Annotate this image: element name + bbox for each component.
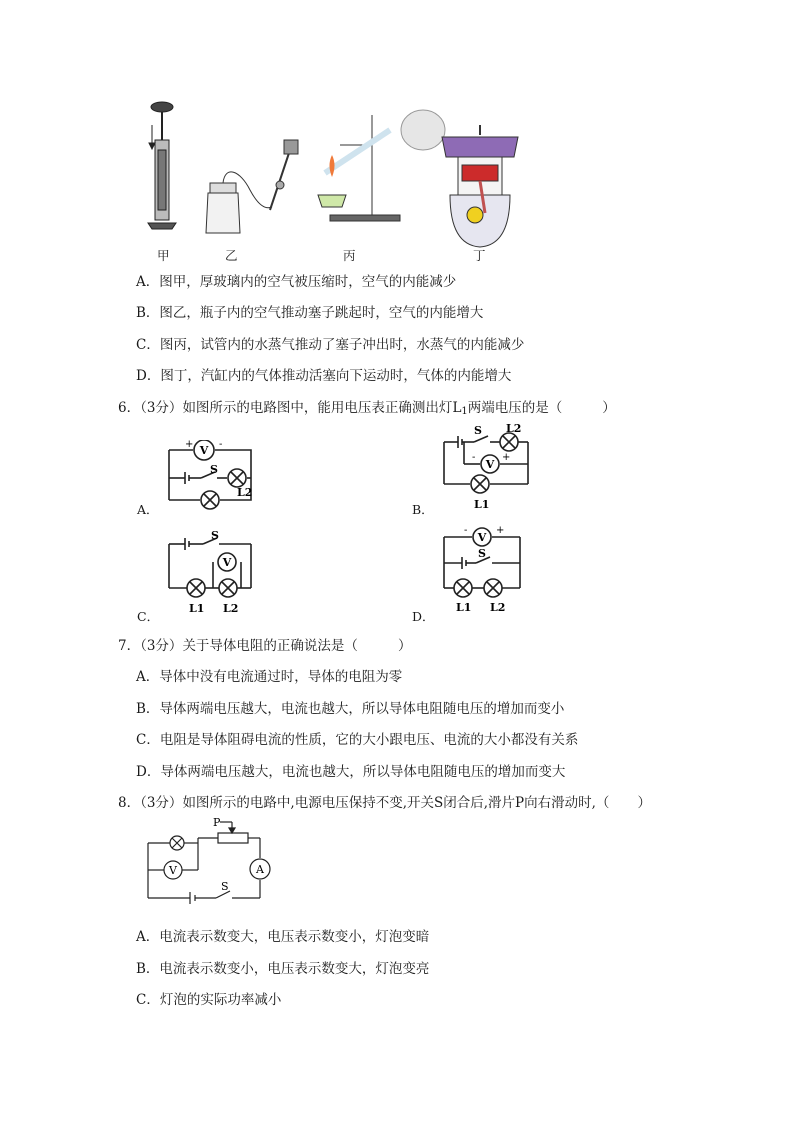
bottle-apparatus [206,140,298,233]
air-compression-apparatus [148,102,176,229]
q6a-switch-label: S [210,463,218,476]
q6-circuit-d [440,525,530,620]
figure-label-yi: 乙 [225,248,238,263]
q6c-switch-label: S [211,530,219,542]
q6b-switch-label: S [474,424,482,437]
q6d-voltmeter-label: V [477,531,487,544]
q6d-l1-label: L1 [456,601,472,614]
q8-option-b: B．电流表示数变小，电压表示数变大，灯泡变亮 [136,961,430,977]
q6c-l1-label: L1 [189,602,205,615]
figure-label-jia: 甲 [157,248,170,263]
q6a-minus: - [219,440,223,450]
q6a-plus: + [185,440,194,450]
q8-switch-label: S [221,880,229,893]
test-tube-apparatus [318,110,445,221]
q6-option-a: A． [137,502,159,517]
q8-stem: 8．（3分）如图所示的电路中,电源电压保持不变,开关S闭合后,滑片P向右滑动时,（ ） [118,795,651,811]
figure-label-bing: 丙 [343,248,356,263]
q6-circuit-b [440,422,535,512]
apparatus-figure-row [140,95,520,265]
q7-stem: 7．（3分）关于导体电阻的正确说法是（ ） [118,638,412,654]
q6-option-b: B． [412,502,434,517]
q6-stem: 6．（3分）如图所示的电路图中，能用电压表正确测出灯$L_1$两端电压的是（ ） [118,400,616,417]
q7-option-d: D．导体两端电压越大，电流也越大，所以导体电阻随电压的增加而变大 [136,764,566,780]
q6c-voltmeter-label: V [222,556,232,569]
q6a-l2-label: L2 [237,486,253,499]
q5-option-a: A．图甲，厚玻璃内的空气被压缩时，空气的内能减少 [136,274,457,290]
q8-voltmeter-label: V [169,864,177,877]
q6b-voltmeter-label: V [485,458,495,471]
q7-option-c: C．电阻是导体阻碍电流的性质，它的大小跟电压、电流的大小都没有关系 [136,732,579,748]
q8-ammeter-label: A [256,863,264,876]
q7-option-b: B．导体两端电压越大，电流也越大，所以导体电阻随电压的增加而变小 [136,701,565,717]
q6b-minus: - [472,452,476,463]
q6-circuit-a [165,440,265,515]
q5-option-b: B．图乙，瓶子内的空气推动塞子跳起时，空气的内能增大 [136,305,484,321]
q6b-plus: + [502,452,511,463]
q6-option-c: C． [137,609,160,624]
figure-label-ding: 丁 [473,248,486,263]
q6d-plus: + [496,525,505,536]
q6-option-d: D． [412,609,435,624]
q6d-l2-label: L2 [490,601,506,614]
q8-option-a: A．电流表示数变大，电压表示数变小，灯泡变暗 [136,929,430,945]
q7-option-a: A．导体中没有电流通过时，导体的电阻为零 [136,669,403,685]
q6d-switch-label: S [478,547,486,560]
q8-circuit [140,818,280,913]
q5-option-d: D．图丁，汽缸内的气体推动活塞向下运动时，气体的内能增大 [136,368,512,384]
q6b-l2-label: L2 [506,422,522,435]
q6a-voltmeter-label: V [199,444,209,457]
q6b-l1-label: L1 [474,498,490,511]
q6-circuit-c [165,530,260,620]
q6d-minus: - [464,525,468,536]
q8-slider-label: P [213,818,221,829]
q6c-l2-label: L2 [223,602,239,615]
engine-cylinder-apparatus [442,125,518,247]
q5-option-c: C．图丙，试管内的水蒸气推动了塞子冲出时，水蒸气的内能减少 [136,337,525,353]
q8-option-c: C．灯泡的实际功率减小 [136,992,282,1008]
